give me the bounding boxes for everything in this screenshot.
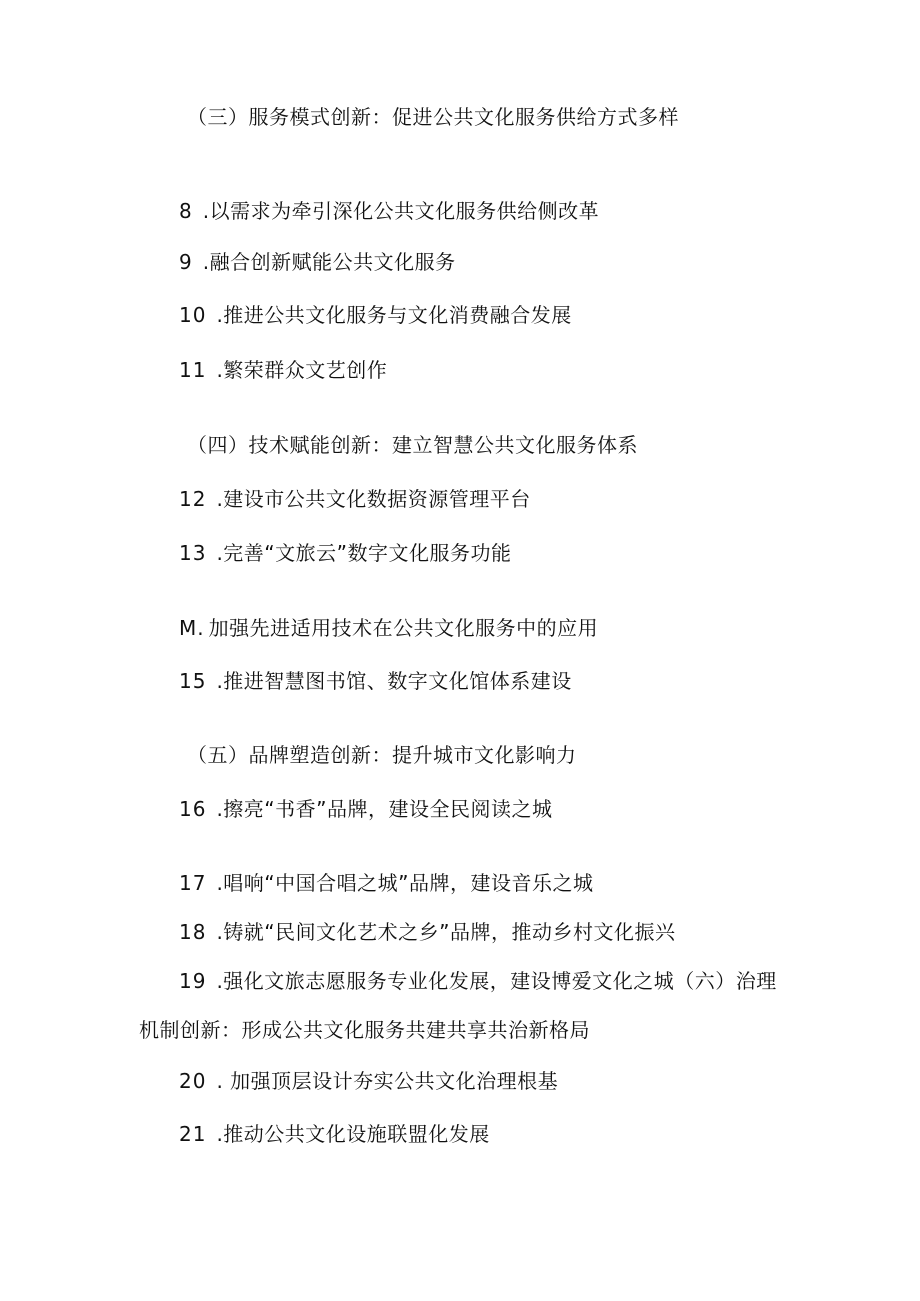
section-heading-5 bbox=[187, 742, 577, 768]
list-item-10 bbox=[179, 302, 572, 328]
list-item-17 bbox=[179, 870, 594, 896]
item-text: . 加强顶层设计夯实公共文化治理根基 bbox=[216, 1069, 559, 1093]
list-item-20 bbox=[179, 1068, 558, 1094]
item-text: .推进公共文化服务与文化消费融合发展 bbox=[216, 303, 572, 327]
section-heading-4 bbox=[187, 432, 638, 458]
item-text: .繁荣群众文艺创作 bbox=[216, 358, 388, 382]
item-text: .建设市公共文化数据资源管理平台 bbox=[216, 487, 531, 511]
list-item-11 bbox=[179, 357, 387, 383]
item-number: 16 bbox=[179, 797, 207, 821]
list-item-21 bbox=[179, 1121, 490, 1147]
item-text: .完善“文旅云”数字文化服务功能 bbox=[216, 541, 512, 565]
item-number: 17 bbox=[179, 871, 207, 895]
item-text: .铸就“民间文化艺术之乡”品牌，推动乡村文化振兴 bbox=[216, 920, 676, 944]
list-item-18 bbox=[179, 919, 676, 945]
item-text: .推动公共文化设施联盟化发展 bbox=[216, 1122, 490, 1146]
section-heading-3 bbox=[187, 104, 679, 130]
item-number: 19 bbox=[179, 969, 207, 993]
item-text: .唱响“中国合唱之城”品牌，建设音乐之城 bbox=[216, 871, 594, 895]
item-text: .擦亮“书香”品牌，建设全民阅读之城 bbox=[216, 797, 553, 821]
item-text: .以需求为牵引深化公共文化服务供给侧改革 bbox=[202, 199, 600, 223]
item-number: 11 bbox=[179, 358, 207, 382]
list-item-8 bbox=[179, 198, 599, 224]
item-number: 9 bbox=[179, 250, 193, 274]
list-item-9 bbox=[179, 249, 456, 275]
item-number: M. bbox=[179, 616, 205, 640]
item-number: 21 bbox=[179, 1122, 207, 1146]
item-number: 20 bbox=[179, 1069, 207, 1093]
list-item-12 bbox=[179, 486, 531, 512]
item-number: 13 bbox=[179, 541, 207, 565]
heading-text: （四）技术赋能创新：建立智慧公共文化服务体系 bbox=[187, 433, 638, 457]
list-item-13 bbox=[179, 540, 512, 566]
item-text: 加强先进适用技术在公共文化服务中的应用 bbox=[208, 616, 599, 640]
item-number: 15 bbox=[179, 669, 207, 693]
heading-text: （五）品牌塑造创新：提升城市文化影响力 bbox=[187, 743, 577, 767]
continuation-text: 机制创新：形成公共文化服务共建共享共治新格局 bbox=[139, 1018, 590, 1042]
item-text: .融合创新赋能公共文化服务 bbox=[202, 250, 456, 274]
list-item-15 bbox=[179, 668, 572, 694]
list-item-16 bbox=[179, 796, 553, 822]
list-item-19-continuation bbox=[139, 1017, 590, 1043]
heading-text: （三）服务模式创新：促进公共文化服务供给方式多样 bbox=[187, 105, 679, 129]
list-item-14 bbox=[179, 615, 598, 641]
item-text: .推进智慧图书馆、数字文化馆体系建设 bbox=[216, 669, 572, 693]
item-number: 8 bbox=[179, 199, 193, 223]
list-item-19 bbox=[179, 968, 777, 994]
item-number: 10 bbox=[179, 303, 207, 327]
item-number: 18 bbox=[179, 920, 207, 944]
item-text: .强化文旅志愿服务专业化发展，建设博爱文化之城（六）治理 bbox=[216, 969, 777, 993]
item-number: 12 bbox=[179, 487, 207, 511]
